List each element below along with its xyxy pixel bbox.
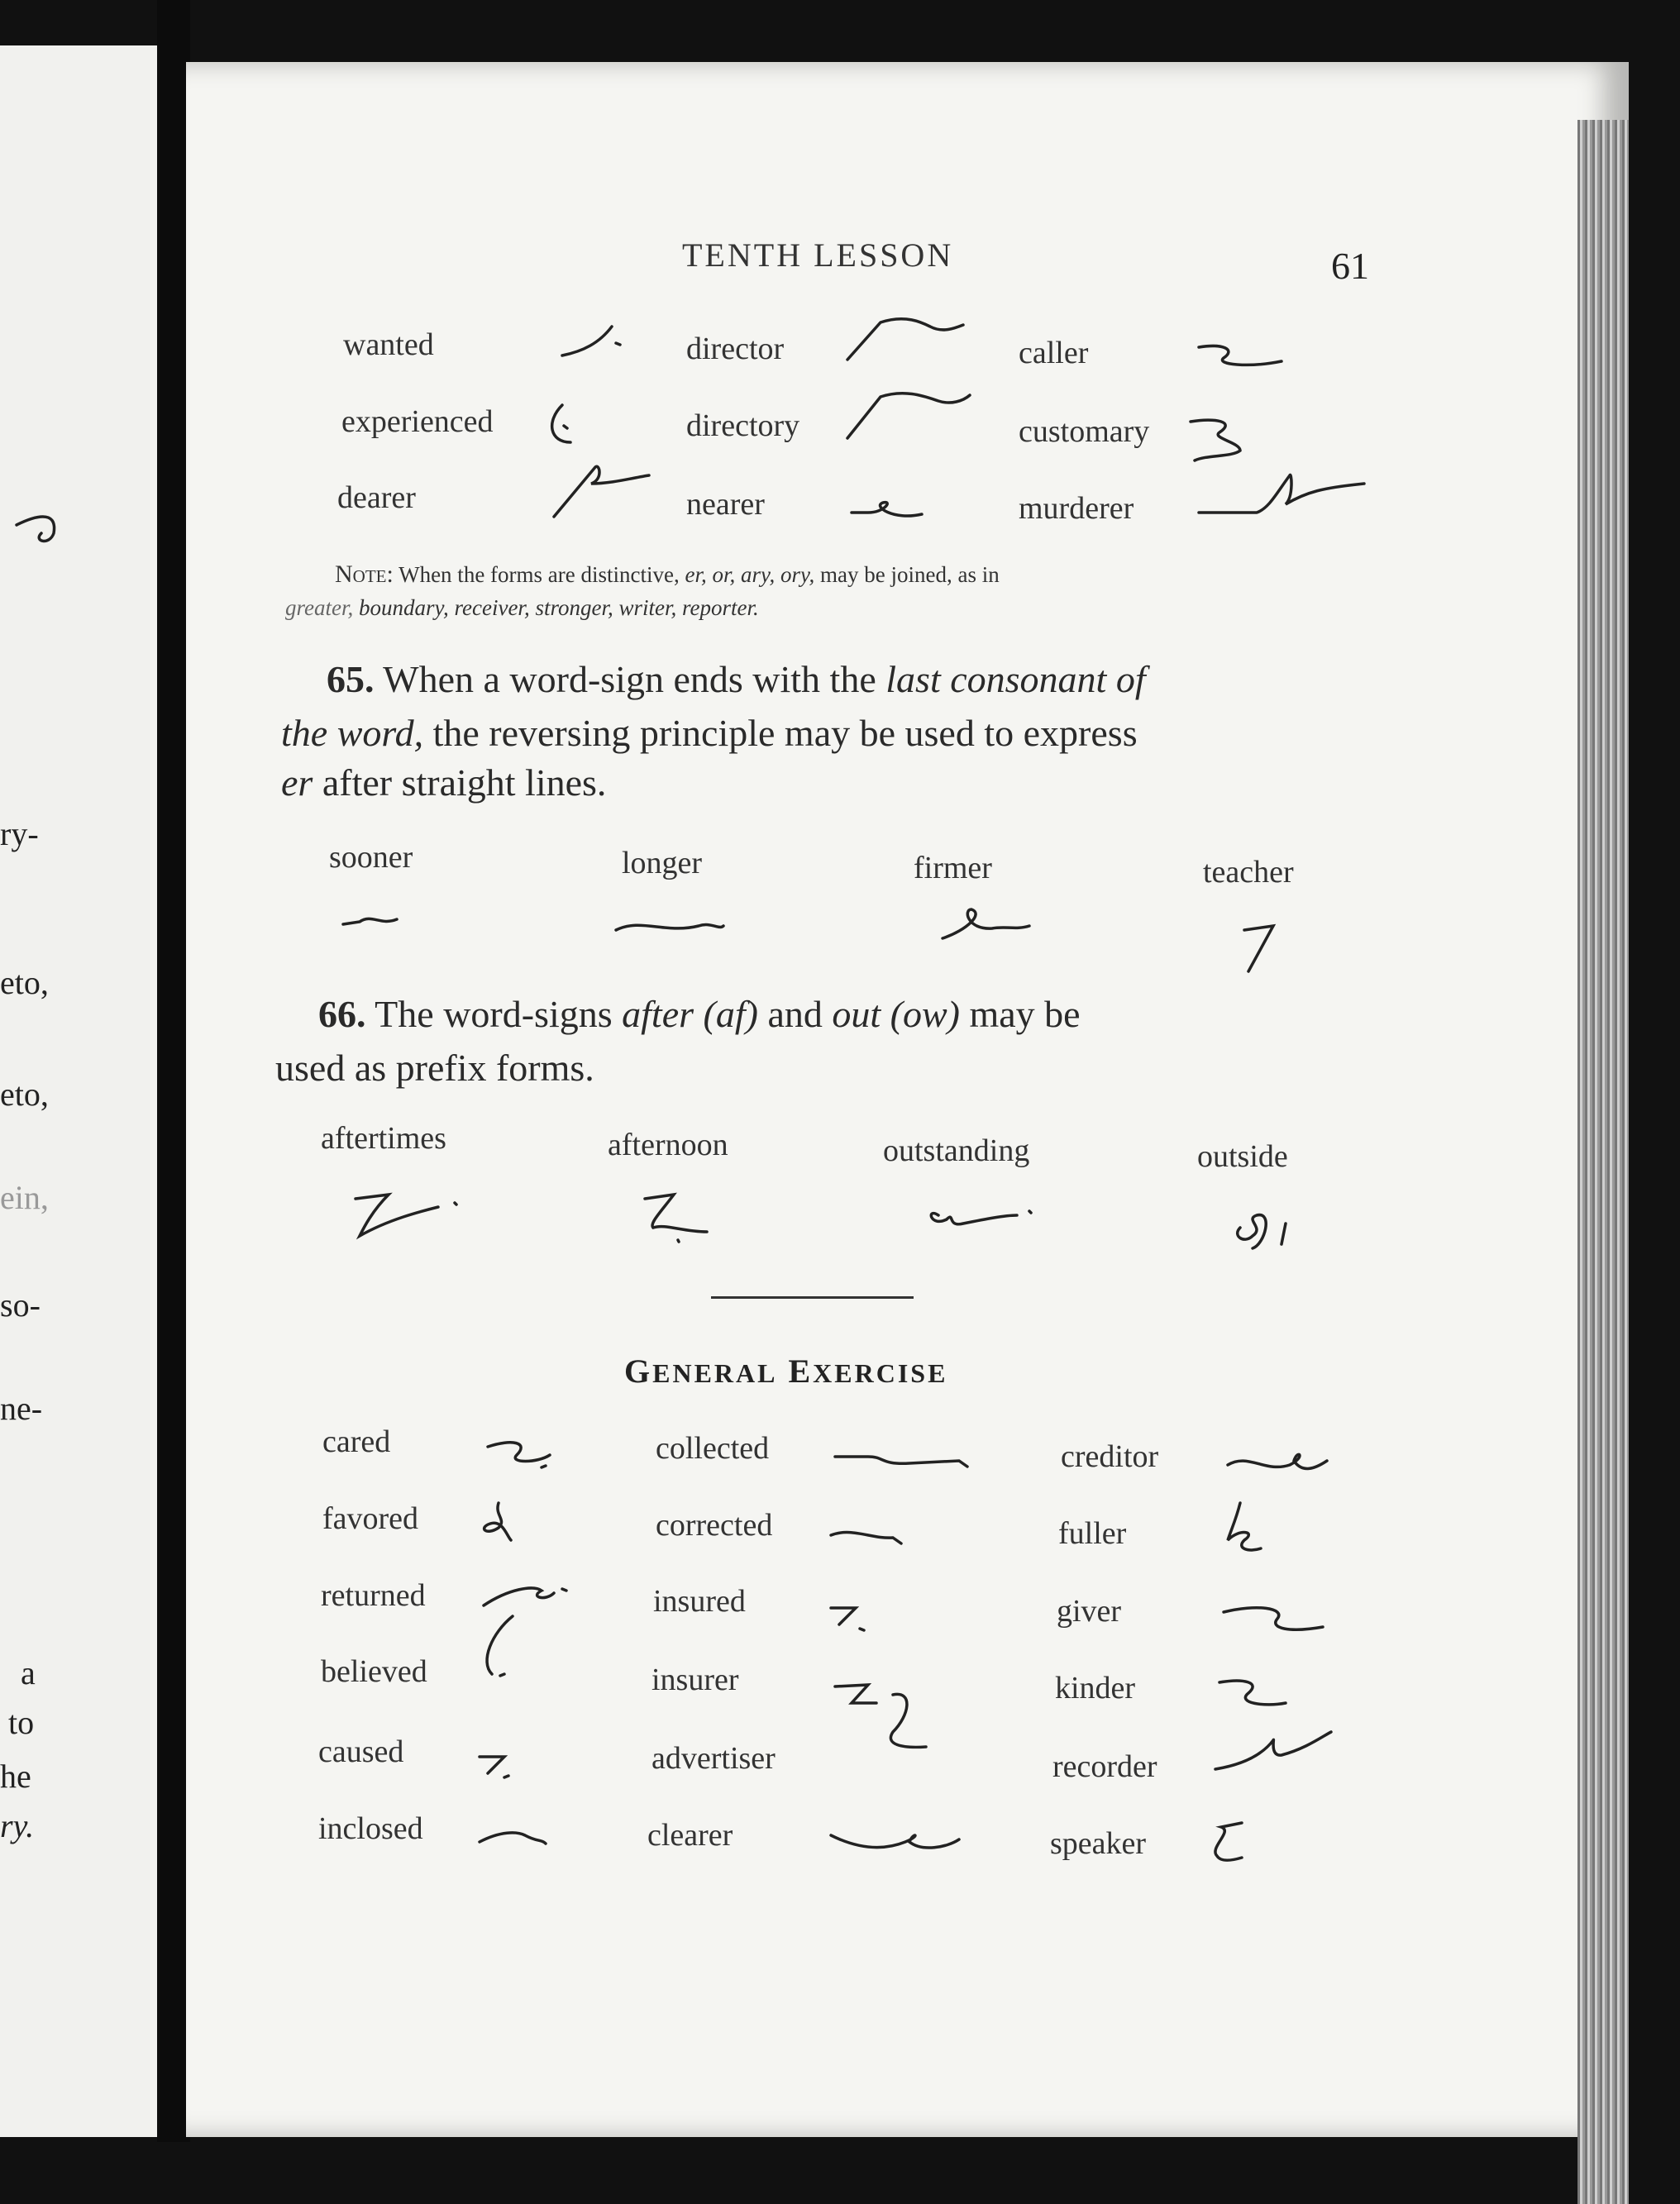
left-fragment: eto, bbox=[0, 964, 49, 1001]
word-insurer: insurer bbox=[651, 1663, 739, 1697]
word-director: director bbox=[686, 332, 785, 366]
note-text-2: may be joined, as in bbox=[820, 562, 1000, 587]
word-cared: cared bbox=[322, 1424, 391, 1459]
shorthand-believed bbox=[480, 1616, 529, 1691]
word-caused: caused bbox=[318, 1734, 404, 1769]
word-creditor: creditor bbox=[1061, 1439, 1159, 1474]
section-66-text-c: may be bbox=[969, 993, 1081, 1035]
section-65-text-c: after straight lines. bbox=[322, 761, 607, 804]
section-65-italic-b: the word, bbox=[281, 712, 424, 754]
left-fragment: a bbox=[21, 1654, 36, 1691]
shorthand-outside bbox=[1232, 1211, 1306, 1261]
shorthand-creditor bbox=[1228, 1448, 1327, 1481]
section-65-text-a: When a word-sign ends with the bbox=[383, 658, 876, 700]
word-experienced: experienced bbox=[341, 404, 494, 439]
shorthand-sooner bbox=[343, 909, 401, 934]
shorthand-dearer bbox=[554, 463, 653, 521]
note-examples: boundary, receiver, stronger, writer, reporter. bbox=[359, 595, 759, 620]
word-customary: customary bbox=[1019, 414, 1150, 449]
shorthand-firmer bbox=[943, 905, 1033, 947]
section-66-text-b: and bbox=[767, 993, 823, 1035]
word-murderer: murderer bbox=[1019, 491, 1134, 526]
title-g: G bbox=[624, 1352, 653, 1390]
shorthand-returned bbox=[484, 1581, 575, 1614]
word-corrected: corrected bbox=[656, 1508, 773, 1543]
left-fragment: ne- bbox=[0, 1390, 43, 1427]
left-fragment: ry. bbox=[0, 1807, 35, 1844]
book-spine bbox=[157, 0, 190, 2142]
section-65-line-2 bbox=[281, 711, 1138, 755]
word-giver: giver bbox=[1057, 1594, 1122, 1629]
section-66-italic-a: after bbox=[622, 993, 694, 1035]
word-clearer: clearer bbox=[647, 1818, 733, 1853]
shorthand-afternoon bbox=[641, 1190, 715, 1248]
section-65-line-1 bbox=[327, 657, 1146, 701]
word-nearer: nearer bbox=[686, 487, 765, 522]
section-66-text-a: The word-signs bbox=[375, 993, 613, 1035]
section-65-text-b: the reversing principle may be used to express bbox=[432, 712, 1138, 754]
note-line2-start: greater, bbox=[285, 595, 354, 620]
section-66-paren-b: (ow) bbox=[890, 993, 960, 1035]
section-66-italic-b: out bbox=[832, 993, 881, 1035]
word-recorder: recorder bbox=[1052, 1749, 1157, 1784]
section-66-line-1 bbox=[318, 992, 1081, 1036]
page-number: 61 bbox=[1331, 245, 1369, 287]
left-fragment: so- bbox=[0, 1286, 41, 1324]
section-66-line-2 bbox=[275, 1046, 594, 1090]
word-wanted: wanted bbox=[343, 327, 434, 362]
section-65-line-3 bbox=[281, 761, 606, 804]
shorthand-recorder bbox=[1215, 1732, 1339, 1782]
section-65-italic-a: last consonant of bbox=[885, 658, 1146, 700]
word-insured: insured bbox=[653, 1584, 746, 1619]
shorthand-outstanding bbox=[926, 1199, 1042, 1232]
word-caller: caller bbox=[1019, 336, 1089, 370]
section-divider bbox=[711, 1296, 914, 1299]
word-advertiser: advertiser bbox=[651, 1741, 776, 1776]
section-66-text-d: used as prefix forms. bbox=[275, 1047, 594, 1089]
left-fragment: to bbox=[8, 1704, 35, 1741]
word-outside: outside bbox=[1197, 1139, 1288, 1174]
shorthand-favored bbox=[478, 1503, 527, 1553]
shorthand-clearer bbox=[831, 1827, 963, 1860]
shorthand-insurer bbox=[835, 1682, 934, 1773]
shorthand-mark bbox=[17, 508, 66, 558]
shorthand-nearer bbox=[852, 496, 926, 529]
word-longer: longer bbox=[622, 846, 703, 880]
shorthand-caller bbox=[1199, 343, 1290, 376]
shorthand-experienced bbox=[546, 405, 587, 455]
left-fragment: eto, bbox=[0, 1076, 49, 1113]
note-endings: er, or, ary, ory, bbox=[685, 562, 815, 587]
word-aftertimes: aftertimes bbox=[321, 1121, 446, 1156]
word-inclosed: inclosed bbox=[318, 1811, 423, 1846]
section-65-italic-c: er bbox=[281, 761, 313, 804]
word-believed: believed bbox=[321, 1654, 427, 1689]
shorthand-longer bbox=[616, 914, 732, 938]
shorthand-corrected bbox=[831, 1523, 905, 1548]
title-xercise: XERCISE bbox=[813, 1358, 948, 1388]
word-kinder: kinder bbox=[1055, 1671, 1136, 1705]
word-returned: returned bbox=[321, 1578, 426, 1613]
left-fragment: ry- bbox=[0, 815, 39, 852]
word-collected: collected bbox=[656, 1431, 770, 1466]
shorthand-caused bbox=[480, 1753, 529, 1786]
section-66-paren-a: (af) bbox=[703, 993, 758, 1035]
shorthand-aftertimes bbox=[356, 1186, 463, 1244]
shorthand-director bbox=[847, 310, 963, 368]
left-fragment: ein, bbox=[0, 1179, 49, 1216]
title-eneral: ENERAL bbox=[652, 1358, 778, 1388]
section-65-number: 65. bbox=[327, 658, 375, 700]
word-sooner: sooner bbox=[329, 840, 413, 875]
page-header-title: TENTH LESSON bbox=[682, 236, 954, 274]
shorthand-inclosed bbox=[480, 1827, 554, 1852]
word-favored: favored bbox=[322, 1501, 419, 1536]
shorthand-speaker bbox=[1209, 1823, 1258, 1872]
shorthand-directory bbox=[847, 389, 971, 446]
word-directory: directory bbox=[686, 408, 800, 443]
left-page bbox=[0, 45, 162, 2137]
word-afternoon: afternoon bbox=[608, 1128, 728, 1162]
note-line-1 bbox=[335, 561, 1000, 589]
shorthand-customary bbox=[1191, 417, 1265, 467]
shorthand-teacher bbox=[1240, 926, 1281, 976]
word-fuller: fuller bbox=[1058, 1516, 1127, 1551]
note-line-2 bbox=[285, 595, 759, 621]
shorthand-fuller bbox=[1224, 1503, 1273, 1561]
note-text: When the forms are distinctive, bbox=[399, 562, 680, 587]
left-fragment: he bbox=[0, 1758, 31, 1795]
general-exercise-title bbox=[624, 1352, 947, 1391]
word-dearer: dearer bbox=[337, 480, 416, 515]
word-speaker: speaker bbox=[1050, 1826, 1147, 1861]
note-label: Note: bbox=[335, 561, 394, 588]
page-edge bbox=[1577, 120, 1629, 2204]
shorthand-giver bbox=[1224, 1604, 1331, 1641]
section-66-number: 66. bbox=[318, 993, 366, 1035]
shorthand-murderer bbox=[1199, 467, 1364, 525]
shorthand-kinder bbox=[1215, 1678, 1298, 1715]
shorthand-collected bbox=[835, 1448, 976, 1473]
shorthand-cared bbox=[488, 1438, 562, 1472]
word-firmer: firmer bbox=[914, 851, 992, 885]
shorthand-wanted bbox=[562, 327, 628, 368]
shorthand-insured bbox=[831, 1604, 881, 1637]
word-outstanding: outstanding bbox=[883, 1133, 1030, 1168]
word-teacher: teacher bbox=[1203, 855, 1294, 890]
title-e: E bbox=[788, 1352, 814, 1390]
